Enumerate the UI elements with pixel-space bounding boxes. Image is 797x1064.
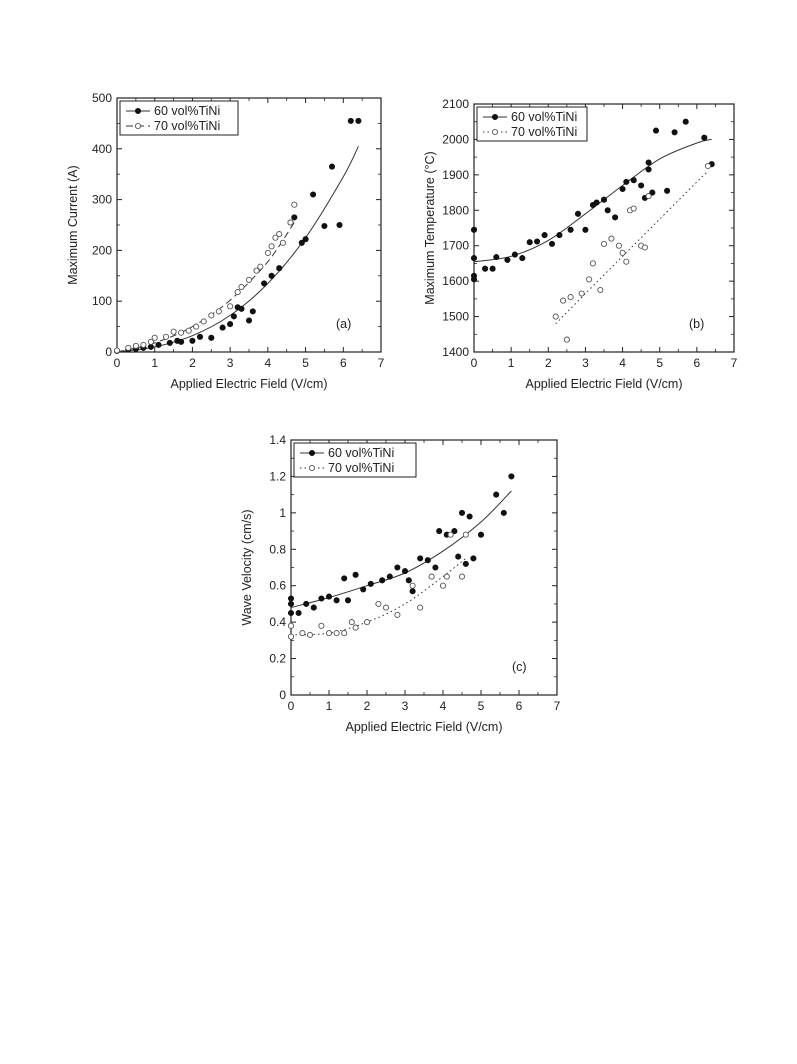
legend — [120, 101, 238, 135]
x-tick-label: 1 — [325, 699, 333, 713]
x-axis-label: Applied Electric Field (V/cm) — [345, 720, 503, 734]
data-point — [329, 164, 334, 169]
x-tick-label: 4 — [619, 356, 626, 370]
data-point — [292, 202, 297, 207]
data-point — [356, 118, 361, 123]
data-point — [587, 277, 592, 282]
data-point — [322, 223, 327, 228]
data-point — [334, 598, 339, 603]
series-2 — [288, 532, 468, 639]
x-tick-label: 3 — [401, 699, 409, 713]
data-point — [220, 325, 225, 330]
data-point — [471, 256, 476, 261]
fit-line — [556, 171, 708, 323]
data-point — [579, 291, 584, 296]
data-point — [568, 295, 573, 300]
data-point — [364, 620, 369, 625]
data-point — [512, 252, 517, 257]
y-tick-label: 0 — [105, 345, 112, 359]
data-point — [456, 554, 461, 559]
data-point — [505, 257, 510, 262]
data-point — [349, 620, 354, 625]
data-point — [383, 605, 388, 610]
data-point — [201, 319, 206, 324]
legend-marker — [492, 114, 497, 119]
data-point — [429, 574, 434, 579]
data-point — [478, 532, 483, 537]
data-point — [353, 625, 358, 630]
series-1 — [114, 118, 361, 353]
data-point — [376, 601, 381, 606]
x-tick-label: 1 — [507, 356, 515, 370]
data-point — [568, 227, 573, 232]
x-tick-label: 7 — [377, 356, 385, 370]
data-point — [288, 601, 293, 606]
data-point — [535, 239, 540, 244]
panel-label: (a) — [336, 317, 352, 331]
legend-label: 60 vol%TiNi — [511, 110, 578, 124]
data-point — [288, 596, 293, 601]
data-point — [300, 631, 305, 636]
data-point — [126, 345, 131, 350]
data-point — [542, 233, 547, 238]
x-axis-label: Applied Electric Field (V/cm) — [170, 377, 328, 391]
data-point — [631, 206, 636, 211]
data-point — [190, 338, 195, 343]
chart-panel-2 — [423, 97, 738, 391]
data-point — [311, 605, 316, 610]
data-point — [620, 250, 625, 255]
data-point — [262, 281, 267, 286]
data-point — [494, 492, 499, 497]
data-point — [642, 245, 647, 250]
data-point — [277, 266, 282, 271]
y-tick-label: 1400 — [442, 345, 469, 359]
data-point — [467, 514, 472, 519]
y-tick-label: 400 — [91, 141, 112, 156]
y-axis-label: Wave Velocity (cm/s) — [240, 509, 254, 626]
plot-frame — [291, 440, 557, 695]
data-point — [148, 344, 153, 349]
data-point — [395, 565, 400, 570]
data-point — [433, 565, 438, 570]
data-point — [342, 576, 347, 581]
y-tick-label: 1 — [279, 505, 286, 520]
data-point — [444, 574, 449, 579]
data-point — [705, 163, 710, 168]
data-point — [337, 222, 342, 227]
data-point — [616, 243, 621, 248]
data-point — [171, 329, 176, 334]
data-point — [239, 306, 244, 311]
x-tick-label: 4 — [264, 356, 272, 370]
x-tick-label: 6 — [515, 699, 523, 713]
y-tick-label: 0.4 — [269, 615, 286, 630]
data-point — [361, 587, 366, 592]
data-point — [624, 179, 629, 184]
data-point — [216, 309, 221, 314]
x-tick-label: 1 — [151, 356, 159, 370]
x-tick-label: 3 — [582, 356, 589, 370]
data-point — [646, 194, 651, 199]
y-tick-label: 0.8 — [269, 542, 286, 557]
data-point — [605, 208, 610, 213]
data-point — [639, 183, 644, 188]
y-tick-label: 1.4 — [269, 433, 286, 447]
panel-label: (c) — [512, 660, 527, 674]
data-point — [564, 337, 569, 342]
data-point — [304, 601, 309, 606]
data-point — [292, 215, 297, 220]
data-point — [197, 334, 202, 339]
data-point — [239, 284, 244, 289]
legend-label: 60 vol%TiNi — [328, 446, 395, 460]
legend-marker — [135, 108, 140, 113]
data-point — [601, 197, 606, 202]
data-point — [402, 569, 407, 574]
x-tick-label: 0 — [287, 699, 295, 713]
data-point — [209, 335, 214, 340]
data-point — [683, 119, 688, 124]
data-point — [459, 510, 464, 515]
data-point — [209, 313, 214, 318]
data-point — [471, 556, 476, 561]
x-tick-label: 2 — [363, 699, 371, 713]
fit-line — [474, 139, 712, 261]
data-point — [494, 255, 499, 260]
data-point — [152, 335, 157, 340]
y-axis-label: Maximum Current (A) — [66, 165, 80, 285]
data-point — [228, 304, 233, 309]
data-point — [246, 277, 251, 282]
x-tick-label: 5 — [302, 356, 309, 370]
data-point — [646, 160, 651, 165]
data-point — [269, 273, 274, 278]
data-point — [288, 623, 293, 628]
data-point — [463, 532, 468, 537]
y-tick-label: 0.6 — [269, 578, 286, 593]
data-point — [156, 342, 161, 347]
legend — [294, 443, 416, 477]
series-1 — [288, 474, 514, 616]
data-point — [620, 186, 625, 191]
data-point — [380, 578, 385, 583]
fit-line — [117, 223, 294, 353]
data-point — [463, 561, 468, 566]
data-point — [258, 264, 263, 269]
data-point — [246, 318, 251, 323]
data-point — [307, 632, 312, 637]
data-point — [557, 233, 562, 238]
data-point — [624, 259, 629, 264]
legend-marker — [135, 123, 140, 128]
data-point — [471, 227, 476, 232]
fit-line — [291, 491, 511, 608]
data-point — [235, 290, 240, 295]
data-point — [483, 266, 488, 271]
legend-marker — [492, 129, 497, 134]
x-tick-label: 2 — [544, 356, 552, 370]
data-point — [613, 215, 618, 220]
data-point — [167, 340, 172, 345]
legend — [477, 107, 587, 141]
data-point — [672, 130, 677, 135]
data-point — [141, 342, 146, 347]
legend-label: 60 vol%TiNi — [154, 104, 221, 118]
fit-line — [117, 146, 358, 352]
legend-marker — [309, 450, 314, 455]
x-tick-label: 5 — [656, 356, 664, 370]
data-point — [425, 558, 430, 563]
data-point — [471, 277, 476, 282]
data-point — [133, 343, 138, 348]
x-tick-label: 7 — [553, 699, 561, 713]
y-tick-label: 2100 — [442, 97, 469, 111]
data-point — [410, 589, 415, 594]
data-point — [231, 314, 236, 319]
data-point — [440, 583, 445, 588]
data-point — [527, 240, 532, 245]
data-point — [179, 330, 184, 335]
data-point — [601, 241, 606, 246]
x-tick-label: 4 — [439, 699, 447, 713]
data-point — [520, 256, 525, 261]
y-tick-label: 0 — [279, 688, 286, 702]
data-point — [228, 322, 233, 327]
data-point — [345, 598, 350, 603]
data-point — [594, 200, 599, 205]
y-tick-label: 2000 — [442, 132, 469, 147]
data-point — [509, 474, 514, 479]
data-point — [646, 167, 651, 172]
data-point — [303, 237, 308, 242]
y-tick-label: 300 — [91, 192, 112, 207]
data-point — [280, 240, 285, 245]
data-point — [277, 232, 282, 237]
x-axis-label: Applied Electric Field (V/cm) — [525, 377, 683, 391]
data-point — [549, 241, 554, 246]
y-tick-label: 1500 — [442, 309, 469, 324]
data-point — [269, 244, 274, 249]
data-point — [418, 605, 423, 610]
data-point — [609, 236, 614, 241]
data-point — [353, 572, 358, 577]
y-tick-label: 100 — [91, 294, 112, 309]
y-tick-label: 1600 — [442, 274, 469, 289]
data-point — [288, 610, 293, 615]
data-point — [186, 328, 191, 333]
data-point — [561, 298, 566, 303]
y-tick-label: 200 — [91, 243, 112, 258]
y-tick-label: 1700 — [442, 238, 469, 253]
y-axis-label: Maximum Temperature (°C) — [423, 151, 437, 305]
data-point — [334, 631, 339, 636]
data-point — [665, 188, 670, 193]
data-point — [114, 348, 119, 353]
data-point — [590, 261, 595, 266]
data-point — [406, 578, 411, 583]
data-point — [459, 574, 464, 579]
data-point — [288, 220, 293, 225]
data-point — [296, 610, 301, 615]
data-point — [163, 334, 168, 339]
data-point — [490, 266, 495, 271]
data-point — [319, 596, 324, 601]
data-point — [265, 250, 270, 255]
data-point — [319, 623, 324, 628]
series-2 — [553, 163, 711, 342]
legend-label: 70 vol%TiNi — [328, 461, 395, 475]
data-point — [342, 631, 347, 636]
data-point — [326, 631, 331, 636]
panel-label: (b) — [689, 317, 705, 331]
x-tick-label: 6 — [693, 356, 701, 370]
data-point — [598, 287, 603, 292]
data-point — [387, 574, 392, 579]
data-point — [653, 128, 658, 133]
data-point — [410, 583, 415, 588]
y-tick-label: 500 — [91, 91, 112, 105]
x-tick-label: 0 — [113, 356, 121, 370]
data-point — [631, 178, 636, 183]
data-point — [311, 192, 316, 197]
data-point — [575, 211, 580, 216]
data-point — [368, 581, 373, 586]
data-point — [395, 612, 400, 617]
data-point — [583, 227, 588, 232]
data-point — [702, 135, 707, 140]
data-point — [553, 314, 558, 319]
data-point — [250, 309, 255, 314]
legend-label: 70 vol%TiNi — [511, 125, 578, 139]
y-tick-label: 1.2 — [269, 469, 286, 484]
data-point — [348, 118, 353, 123]
data-point — [179, 339, 184, 344]
data-point — [448, 532, 453, 537]
data-point — [501, 510, 506, 515]
y-tick-label: 1900 — [442, 167, 469, 182]
fit-line — [291, 558, 466, 635]
data-point — [326, 594, 331, 599]
data-point — [418, 556, 423, 561]
y-tick-label: 0.2 — [269, 651, 286, 666]
x-tick-label: 2 — [189, 356, 196, 370]
series-1 — [471, 119, 714, 282]
legend-marker — [309, 465, 314, 470]
chart-panel-3 — [240, 433, 561, 734]
x-tick-label: 0 — [470, 356, 478, 370]
chart-panel-1 — [66, 91, 385, 391]
x-tick-label: 3 — [226, 356, 234, 370]
data-point — [194, 324, 199, 329]
x-tick-label: 6 — [339, 356, 347, 370]
x-tick-label: 7 — [730, 356, 738, 370]
data-point — [437, 529, 442, 534]
x-tick-label: 5 — [477, 699, 485, 713]
data-point — [288, 634, 293, 639]
y-tick-label: 1800 — [442, 203, 469, 218]
legend-label: 70 vol%TiNi — [154, 119, 221, 133]
